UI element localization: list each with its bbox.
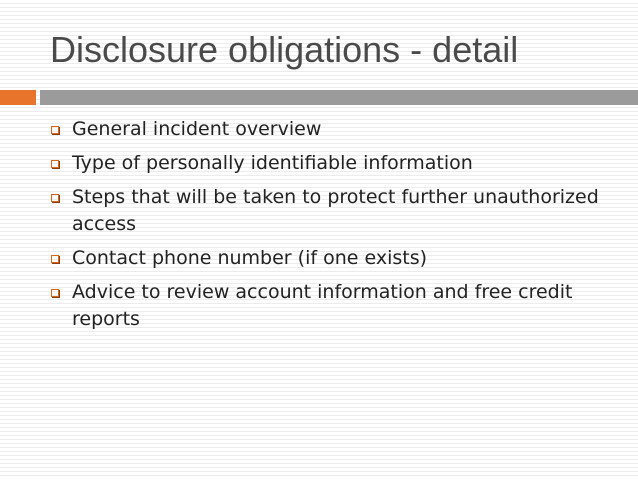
bullet-text: Steps that will be taken to protect further unauthorized access — [72, 186, 599, 235]
square-bullet-icon — [51, 126, 59, 134]
square-bullet-icon — [51, 255, 59, 263]
bullet-text: General incident overview — [72, 118, 322, 140]
slide-title: Disclosure obligations - detail — [50, 29, 519, 70]
bullet-item-contact-phone — [50, 245, 610, 272]
square-bullet-icon — [51, 160, 59, 168]
title-divider-bar — [40, 90, 638, 105]
square-bullet-icon — [51, 289, 59, 297]
bullet-text: Contact phone number (if one exists) — [72, 247, 428, 269]
square-bullet-icon — [51, 194, 59, 202]
bullet-item-pii-type — [50, 150, 610, 177]
bullet-list — [50, 116, 610, 340]
bullet-text: Type of personally identifiable information — [72, 152, 473, 174]
bullet-item-review-advice — [50, 279, 610, 333]
title-accent-bar — [0, 90, 36, 105]
bullet-item-protection-steps — [50, 184, 610, 238]
bullet-item-incident-overview — [50, 116, 610, 143]
bullet-text: Advice to review account information and free credit reports — [72, 281, 573, 330]
